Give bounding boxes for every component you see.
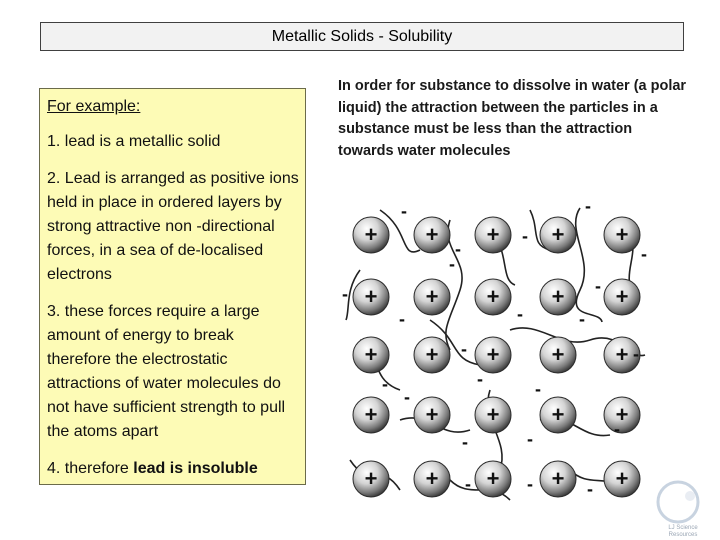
ion-charge-symbol: +: [615, 222, 629, 247]
electron-marker: -: [641, 244, 647, 264]
positive-ion: [353, 279, 389, 315]
example-heading: For example:: [47, 98, 141, 115]
ion-charge-symbol: +: [615, 342, 629, 367]
positive-ion: [414, 461, 450, 497]
point-3: 3. these forces require a large amount of energy to break therefore the electrostatic attractions of water molecules do not have sufficient strength to pull the atoms apart: [47, 303, 286, 440]
ion-charge-symbol: +: [486, 466, 500, 491]
electron-marker: -: [595, 276, 601, 296]
electron-marker: -: [342, 284, 348, 304]
point-4-prefix: 4. therefore: [47, 460, 134, 477]
ion-charge-symbol: +: [486, 402, 500, 427]
ion-charge-symbol: +: [615, 466, 629, 491]
positive-ion: [353, 461, 389, 497]
positive-ion: [475, 461, 511, 497]
metallic-lattice-diagram: [340, 190, 652, 508]
logo-text-line1: LJ Science: [668, 525, 698, 531]
ion-charge-symbol: +: [486, 222, 500, 247]
electron-marker: -: [614, 419, 620, 439]
positive-ion: [475, 397, 511, 433]
ion-charge-symbol: +: [425, 222, 439, 247]
positive-ion: [540, 337, 576, 373]
electron-marker: -: [587, 479, 593, 499]
positive-ion: [540, 217, 576, 253]
electron-marker: -: [535, 379, 541, 399]
slide-title-text: Metallic Solids - Solubility: [271, 27, 453, 45]
ion-charge-symbol: +: [425, 342, 439, 367]
point-2: 2. Lead is arranged as positive ions held in place in ordered layers by strong attractive non -directional forces, in a sea of de-localised electrons: [47, 170, 299, 283]
positive-ion: [414, 337, 450, 373]
example-note-box: [39, 88, 306, 485]
positive-ion: [414, 279, 450, 315]
electron-marker: -: [449, 254, 455, 274]
science-resources-logo: [650, 478, 716, 538]
electron-marker: -: [522, 226, 528, 246]
electron-marker: -: [527, 429, 533, 449]
electron-marker: -: [404, 387, 410, 407]
electron-marker: -: [401, 201, 407, 221]
positive-ion: [604, 397, 640, 433]
logo-dot-icon: [685, 491, 695, 501]
electron-marker: -: [585, 196, 591, 216]
ion-grid: [353, 217, 640, 497]
electron-marker: -: [462, 432, 468, 452]
electron-marker: -: [461, 339, 467, 359]
ion-charge-symbol: +: [486, 342, 500, 367]
electron-marker: -: [527, 474, 533, 494]
point-4-conclusion: lead is insoluble: [133, 460, 258, 477]
positive-ion: [414, 217, 450, 253]
electron-marker: -: [399, 309, 405, 329]
explanation-text: In order for substance to dissolve in water (a polar liquid) the attraction between the particles in a substance must be less than the attraction towards water molecules: [338, 78, 687, 159]
ion-charge-symbol: +: [615, 402, 629, 427]
positive-ion: [353, 217, 389, 253]
positive-ion: [604, 217, 640, 253]
positive-ion: [475, 279, 511, 315]
electron-marker: -: [455, 239, 461, 259]
logo-text-line2: Resources: [668, 532, 698, 538]
ion-charge-symbol: +: [425, 466, 439, 491]
positive-ion: [353, 337, 389, 373]
ion-charge-symbol: +: [551, 342, 565, 367]
ion-charge-symbol: +: [551, 284, 565, 309]
ion-charge-symbol: +: [551, 222, 565, 247]
electron-marker: -: [579, 309, 585, 329]
ion-charge-symbol: +: [364, 284, 378, 309]
slide-title: [40, 22, 684, 51]
ion-charge-symbol: +: [364, 402, 378, 427]
ion-charge-symbol: +: [551, 402, 565, 427]
ion-charge-symbol: +: [364, 222, 378, 247]
ion-charge-symbol: +: [615, 284, 629, 309]
ion-charge-symbol: +: [364, 342, 378, 367]
electron-marker: -: [477, 369, 483, 389]
electron-marker: -: [465, 474, 471, 494]
positive-ion: [475, 337, 511, 373]
positive-ion: [353, 397, 389, 433]
positive-ion: [475, 217, 511, 253]
ion-charge-symbol: +: [551, 466, 565, 491]
electron-marker: -: [633, 344, 639, 364]
ion-charge-symbol: +: [425, 402, 439, 427]
ion-charge-symbol: +: [486, 284, 500, 309]
logo-ring-icon: [658, 482, 698, 522]
electron-marker: -: [517, 304, 523, 324]
positive-ion: [540, 397, 576, 433]
electron-marker: -: [382, 374, 388, 394]
positive-ion: [540, 279, 576, 315]
positive-ion: [540, 461, 576, 497]
ion-charge-symbol: +: [364, 466, 378, 491]
point-1: 1. lead is a metallic solid: [47, 133, 221, 150]
ion-charge-symbol: +: [425, 284, 439, 309]
positive-ion: [414, 397, 450, 433]
positive-ion: [604, 461, 640, 497]
positive-ion: [604, 279, 640, 315]
point-4: [47, 457, 299, 481]
